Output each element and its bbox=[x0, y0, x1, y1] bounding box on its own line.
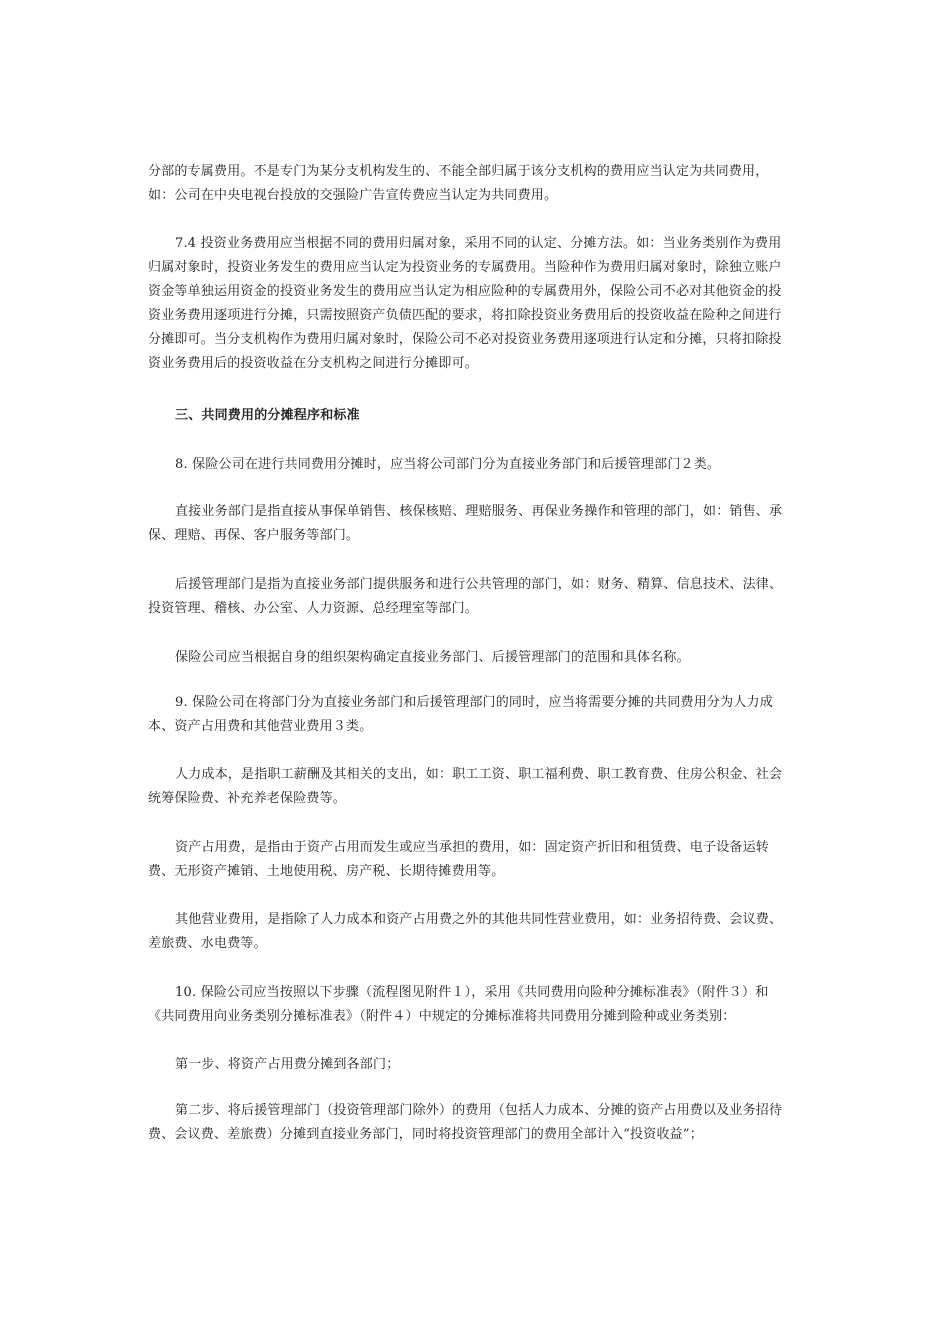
text-line: 分部的专属费用。不是专门为某分支机构发生的、不能全部归属于该分支机构的费用应当认定为共同费用， bbox=[148, 164, 769, 179]
paragraph-org-structure bbox=[148, 646, 803, 670]
paragraph-8 bbox=[148, 453, 803, 477]
text-line: 本、资产占用费和其他营业费用３类。 bbox=[148, 719, 373, 734]
text-line: 资产占用费，是指由于资产占用而发生或应当承担的费用，如：固定资产折旧和租赁费、电子设备运转 bbox=[175, 840, 770, 855]
text-line: 直接业务部门是指直接从事保单销售、核保核赔、理赔服务、再保业务操作和管理的部门，如：销售、承 bbox=[175, 504, 783, 519]
text-line: 第一步、将资产占用费分摊到各部门； bbox=[175, 1057, 400, 1072]
text-line: 投资管理、稽核、办公室、人力资源、总经理室等部门。 bbox=[148, 601, 479, 616]
text-line: 费、无形资产摊销、土地使用税、房产税、长期待摊费用等。 bbox=[148, 864, 505, 879]
text-line: 人力成本，是指职工薪酬及其相关的支出，如：职工工资、职工福利费、职工教育费、住房公积金、社会 bbox=[175, 767, 783, 782]
text-line: 资业务费用逐项进行分摊，只需按照资产负债匹配的要求，将扣除投资业务费用后的投资收益在险种之间进行 bbox=[148, 308, 782, 323]
text-line: 如：公司在中央电视台投放的交强险广告宣传费应当认定为共同费用。 bbox=[148, 188, 558, 203]
paragraph-support-management-dept bbox=[148, 573, 803, 621]
section-title: 三、共同费用的分摊程序和标准 bbox=[175, 408, 360, 423]
paragraph-other-operating bbox=[148, 908, 803, 956]
paragraph-10 bbox=[148, 981, 803, 1029]
text-line: 其他营业费用，是指除了人力成本和资产占用费之外的其他共同性营业费用，如：业务招待费、会议费、 bbox=[175, 912, 783, 927]
text-line: 8. 保险公司在进行共同费用分摊时，应当将公司部门分为直接业务部门和后援管理部门２类。 bbox=[175, 457, 721, 472]
text-line: 分摊即可。当分支机构作为费用归属对象时，保险公司不必对投资业务费用逐项进行认定和分摊，只将扣除投 bbox=[148, 332, 782, 347]
section-heading bbox=[148, 404, 803, 428]
text-line: 归属对象时，投资业务发生的费用应当认定为投资业务的专属费用。当险种作为费用归属对象时，除独立账户 bbox=[148, 260, 782, 275]
paragraph-direct-business-dept bbox=[148, 500, 803, 548]
text-line: 保险公司应当根据自身的组织架构确定直接业务部门、后援管理部门的范围和具体名称。 bbox=[175, 650, 690, 665]
text-line: 资业务费用后的投资收益在分支机构之间进行分摊即可。 bbox=[148, 356, 479, 371]
text-line: 10. 保险公司应当按照以下步骤（流程图见附件１），采用《共同费用向险种分摊标准表》（附件３）和 bbox=[175, 985, 769, 1000]
text-line: 费、会议费、差旅费）分摊到直接业务部门，同时将投资管理部门的费用全部计入“投资收益”； bbox=[148, 1127, 703, 1142]
paragraph-7-4 bbox=[148, 232, 803, 376]
text-line: 保、理赔、再保、客户服务等部门。 bbox=[148, 528, 360, 543]
paragraph-step-1 bbox=[148, 1053, 803, 1077]
text-line: 《共同费用向业务类别分摊标准表》（附件４）中规定的分摊标准将共同费用分摊到险种或业务类别： bbox=[148, 1009, 736, 1024]
paragraph-labor-cost bbox=[148, 763, 803, 811]
text-line: 差旅费、水电费等。 bbox=[148, 936, 267, 951]
text-line: 第二步、将后援管理部门（投资管理部门除外）的费用（包括人力成本、分摊的资产占用费以及业务招待 bbox=[175, 1103, 783, 1118]
paragraph-step-2 bbox=[148, 1099, 803, 1147]
text-line: 7.4 投资业务费用应当根据不同的费用归属对象，采用不同的认定、分摊方法。如：当业务类别作为费用 bbox=[175, 236, 782, 251]
text-line: 9. 保险公司在将部门分为直接业务部门和后援管理部门的同时，应当将需要分摊的共同费用分为人力成 bbox=[175, 695, 773, 710]
paragraph-asset-occupancy bbox=[148, 836, 803, 884]
text-line: 资金等单独运用资金的投资业务发生的费用应当认定为相应险种的专属费用外，保险公司不必对其他资金的投 bbox=[148, 284, 782, 299]
paragraph-9 bbox=[148, 691, 803, 739]
text-line: 后援管理部门是指为直接业务部门提供服务和进行公共管理的部门，如：财务、精算、信息技术、法律、 bbox=[175, 577, 783, 592]
text-line: 统筹保险费、补充养老保险费等。 bbox=[148, 791, 347, 806]
paragraph-branch-expense bbox=[148, 160, 803, 208]
